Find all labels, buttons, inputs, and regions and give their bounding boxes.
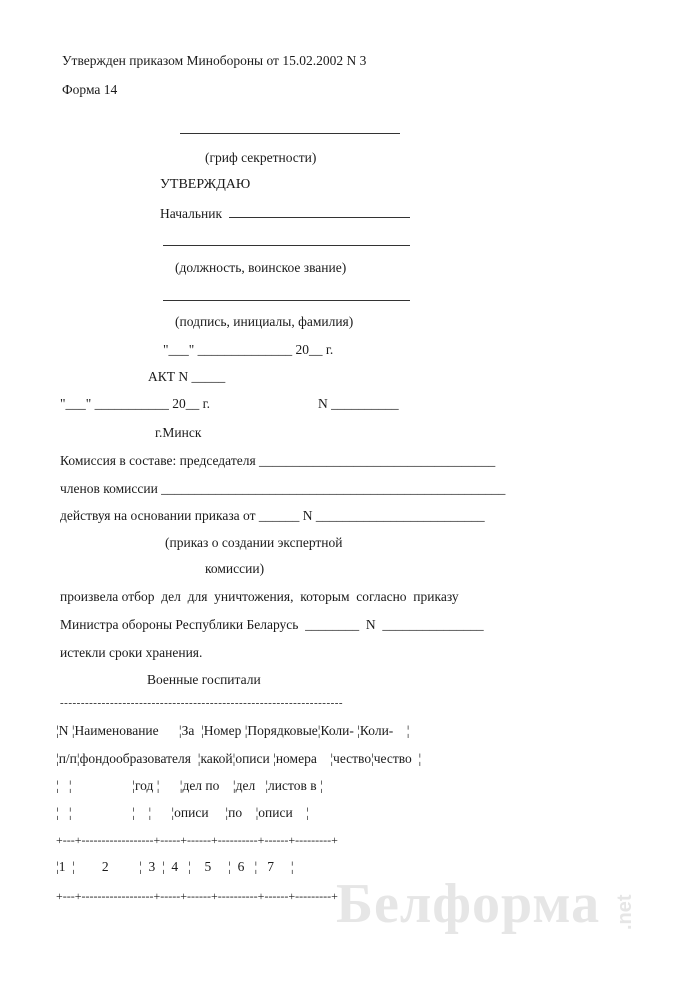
position-caption: (должность, воинское звание) [175,260,347,275]
table-number-row: ¦1 ¦ 2 ¦ 3 ¦ 4 ¦ 5 ¦ 6 ¦ 7 ¦ [56,859,294,874]
chief-label: Начальник [160,206,223,221]
form-number: Форма 14 [62,82,118,97]
order-caption-line2: комиссии) [205,561,265,576]
position-line [163,245,410,246]
approve-title: УТВЕРЖДАЮ [160,177,251,192]
order-caption-line1: (приказ о создании экспертной [165,535,343,550]
watermark-suffix: .net [614,894,636,930]
table-separator: +---+------------------+-----+------+----------+------+---------+ [56,833,338,847]
table-header-row: ¦N ¦Наименование ¦За ¦Номер ¦Порядковые¦Коли- ¦Коли- ¦ [56,723,410,738]
act-city: г.Минск [155,425,202,440]
signature-line [163,300,410,301]
table-bottom-separator: +---+------------------+-----+------+----------+------+---------+ [56,889,338,903]
table-dash-rule: -------------------------------------------------------------------- [60,697,344,709]
act-title: АКТ N _____ [148,369,226,384]
act-date: "___" ___________ 20__ г. [60,396,211,411]
commission-chair: Комиссия в составе: председателя ___________________________________ [60,453,496,468]
minister-text: Министра обороны Республики Беларусь ________ N _______________ [60,617,484,632]
secrecy-line [180,133,400,134]
acting-basis: действуя на основании приказа от ______ N _________________________ [60,508,485,523]
expired-text: истекли сроки хранения. [60,645,203,660]
watermark-brand: Белформа [336,873,601,935]
table-header-row: ¦ ¦ ¦ ¦ ¦описи ¦по ¦описи ¦ [56,805,309,820]
approve-date-line: "___" ______________ 20__ г. [163,342,334,357]
table-header-row: ¦п/п¦фондообразователя ¦какой¦описи ¦номера ¦чество¦чество ¦ [56,751,422,766]
commission-members: членов комиссии ___________________________________________________ [60,481,506,496]
section-title: Военные госпитали [147,672,261,687]
selection-text: произвела отбор дел для уничтожения, которым согласно приказу [60,589,459,604]
table-header-row: ¦ ¦ ¦год ¦ ¦дел по ¦дел ¦листов в ¦ [56,778,323,793]
approved-by-order: Утвержден приказом Минобороны от 15.02.2002 N 3 [62,53,367,68]
secrecy-caption: (гриф секретности) [205,150,317,165]
signature-caption: (подпись, инициалы, фамилия) [175,314,354,329]
chief-line [229,217,410,218]
act-number: N __________ [318,396,399,411]
